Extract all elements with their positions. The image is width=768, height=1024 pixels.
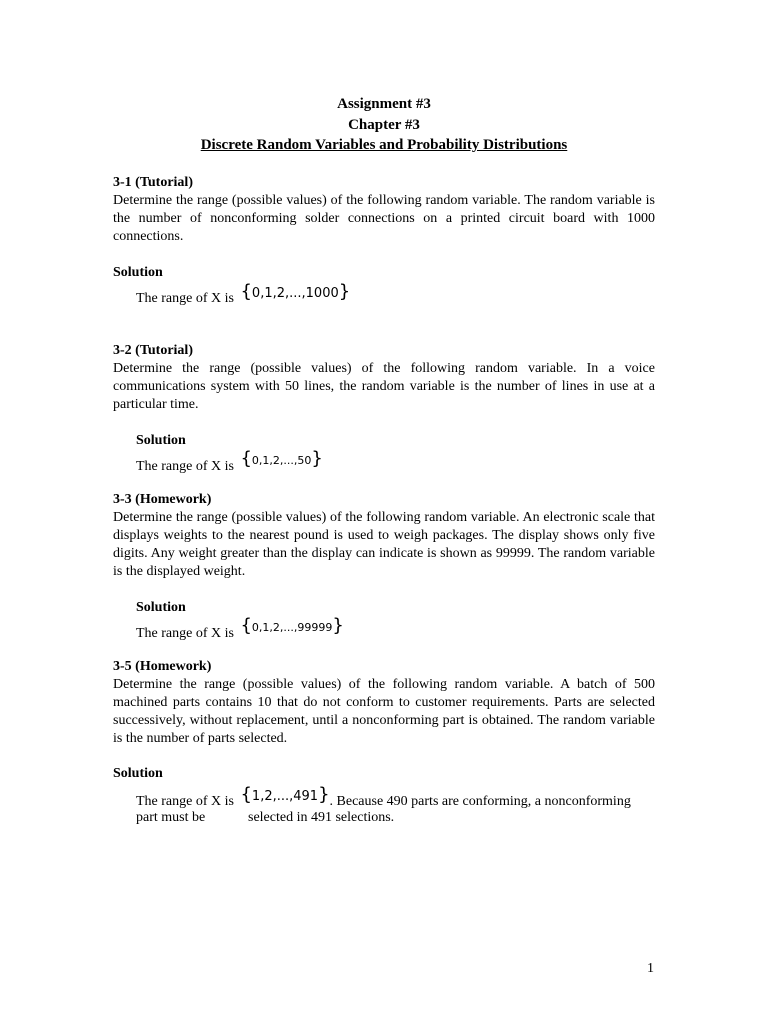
problem-3-2 bbox=[113, 342, 655, 414]
solution-label: Solution bbox=[136, 433, 186, 448]
range-set: {1,2,...,491} bbox=[240, 784, 330, 805]
chapter-title: Chapter #3 bbox=[348, 116, 420, 133]
solution-label: Solution bbox=[113, 766, 163, 781]
page-number: 1 bbox=[647, 961, 654, 976]
solution-range bbox=[136, 448, 323, 476]
problem-title: 3-3 (Homework) bbox=[113, 492, 212, 507]
topic-title: Discrete Random Variables and Probability Distributions bbox=[200, 137, 568, 153]
range-set: {0,1,2,...,99999} bbox=[240, 615, 344, 636]
solution-label: Solution bbox=[113, 265, 163, 280]
solution-continuation-right: selected in 491 selections. bbox=[248, 810, 395, 825]
problem-text: Determine the range (possible values) of the following random variable. A batch of 500 machined parts contains 10 that do not conform to customer requirements. Parts are selected successively, without replacement, until a nonconforming part is obtained. The random variable is the number of parts selected. bbox=[113, 677, 655, 746]
solution-range bbox=[136, 615, 344, 643]
problem-3-3 bbox=[113, 491, 655, 581]
assignment-title: Assignment #3 bbox=[337, 96, 431, 112]
solution-continuation-left: part must be bbox=[136, 810, 206, 825]
problem-3-1 bbox=[113, 174, 655, 246]
problem-3-5 bbox=[113, 658, 655, 748]
solution-range bbox=[136, 784, 655, 811]
problem-text: Determine the range (possible values) of the following random variable. An electronic scale that displays weights to the nearest pound is used to weigh packages. The display shows only five digits. Any weight greater than the display can indicate is shown as 99999. The random variable is the displayed weight. bbox=[113, 510, 655, 579]
range-suffix: . Because 490 parts are conforming, a nonconforming bbox=[329, 794, 631, 809]
problem-text: Determine the range (possible values) of the following random variable. In a voice communications system with 50 lines, the random variable is the number of lines in use at a particular time. bbox=[113, 361, 655, 412]
range-prefix: The range of X is bbox=[136, 794, 234, 809]
solution-range bbox=[136, 281, 351, 308]
problem-title: 3-1 (Tutorial) bbox=[113, 175, 193, 190]
problem-title: 3-5 (Homework) bbox=[113, 659, 212, 674]
document-header bbox=[0, 94, 768, 156]
range-set: {0,1,2,...,50} bbox=[240, 448, 323, 469]
range-prefix: The range of X is bbox=[136, 459, 234, 474]
problem-title: 3-2 (Tutorial) bbox=[113, 343, 193, 358]
solution-label: Solution bbox=[136, 600, 186, 615]
range-set: {0,1,2,...,1000} bbox=[240, 281, 351, 302]
problem-text: Determine the range (possible values) of the following random variable. The random variable is the number of nonconforming solder connections on a printed circuit board with 1000 connections. bbox=[113, 193, 655, 244]
range-prefix: The range of X is bbox=[136, 291, 234, 306]
range-prefix: The range of X is bbox=[136, 626, 234, 641]
